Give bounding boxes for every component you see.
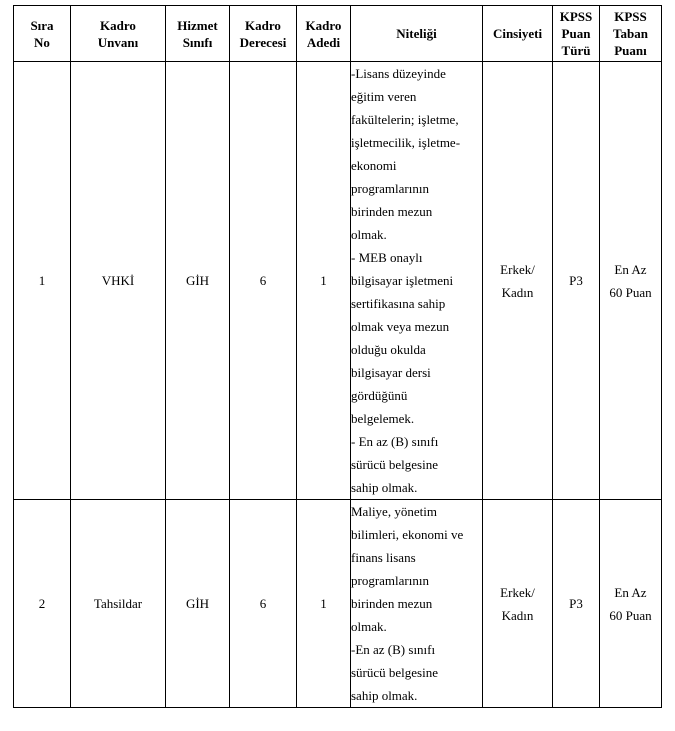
cell-kpss-puan-turu: P3 [553,500,600,708]
header-hizmet-sinifi-line2: Sınıfı [182,34,213,50]
header-sira-no-line2: No [34,34,50,50]
niteligi-line: bilgisayar dersi [351,365,431,380]
niteligi-line: - MEB onaylı [351,250,423,265]
niteligi-line: ekonomi [351,158,397,173]
header-hizmet-sinifi [166,6,230,62]
header-hizmet-sinifi-line1: Hizmet [177,17,218,33]
cell-cinsiyeti [483,500,553,708]
niteligi-line: Maliye, yönetim [351,504,437,519]
niteligi-line: programlarının [351,573,429,588]
header-niteligi: Niteliği [351,6,483,62]
niteligi-line: sahip olmak. [351,480,418,495]
niteligi-line: -Lisans düzeyinde [351,66,446,81]
niteligi-line: -En az (B) sınıfı [351,642,436,657]
cell-kpss-puan-turu: P3 [553,62,600,500]
cell-kadro-adedi: 1 [297,62,351,500]
niteligi-line: birinden mezun [351,204,433,219]
cell-kpss-taban-puani [600,500,662,708]
niteligi-line: sürücü belgesine [351,665,439,680]
niteligi-line: belgelemek. [351,411,415,426]
niteligi-line: sertifikasına sahip [351,296,446,311]
header-kpss-taban-puani [600,6,662,62]
cell-hizmet-sinifi: GİH [166,500,230,708]
cinsiyeti-line1: Erkek/ [500,261,535,277]
header-kadro-unvani [71,6,166,62]
header-sira-no-line1: Sıra [30,17,54,33]
header-kpss-puan-turu-line1: KPSS [559,9,593,24]
header-row [14,6,662,62]
header-kadro-derecesi-line2: Derecesi [239,34,287,50]
cell-kadro-derecesi: 6 [230,500,297,708]
taban-puani-line1: En Az [614,261,647,277]
cell-sira-no: 2 [14,500,71,708]
cinsiyeti-line1: Erkek/ [500,584,535,600]
table-row [14,62,662,500]
cinsiyeti-line2: Kadın [501,607,534,623]
header-kadro-adedi-line2: Adedi [306,34,341,50]
header-kpss-puan-turu-line3: Türü [561,43,591,58]
niteligi-line: işletmecilik, işletme- [351,135,461,150]
header-kadro-unvani-line2: Unvanı [97,34,139,50]
taban-puani-line2: 60 Puan [609,607,652,623]
header-kadro-adedi-line1: Kadro [305,17,342,33]
kadro-table [13,5,662,708]
table-row [14,500,662,708]
header-kpss-puan-turu-line2: Puan [561,26,591,41]
header-cinsiyeti: Cinsiyeti [483,6,553,62]
taban-puani-line2: 60 Puan [609,284,652,300]
cinsiyeti-line2: Kadın [501,284,534,300]
cell-kadro-unvani: Tahsildar [71,500,166,708]
niteligi-line: - En az (B) sınıfı [351,434,439,449]
cell-kpss-taban-puani [600,62,662,500]
niteligi-line: bilimleri, ekonomi ve [351,527,464,542]
header-kadro-derecesi-line1: Kadro [245,17,281,33]
header-kpss-puan-turu [553,6,600,62]
niteligi-line: olmak. [351,619,387,634]
header-kadro-derecesi [230,6,297,62]
cell-cinsiyeti [483,62,553,500]
niteligi-line: olmak. [351,227,387,242]
niteligi-line: bilgisayar işletmeni [351,273,454,288]
taban-puani-line1: En Az [614,584,647,600]
cell-kadro-derecesi: 6 [230,62,297,500]
cell-sira-no: 1 [14,62,71,500]
cell-niteligi [351,500,483,708]
niteligi-line: eğitim veren [351,89,417,104]
header-kpss-taban-puani-line2: Taban [613,26,648,41]
cell-kadro-adedi: 1 [297,500,351,708]
header-kadro-unvani-line1: Kadro [100,17,136,33]
header-kpss-taban-puani-line1: KPSS [614,9,647,24]
cell-niteligi [351,62,483,500]
cell-hizmet-sinifi: GİH [166,62,230,500]
cell-kadro-unvani: VHKİ [71,62,166,500]
niteligi-line: sahip olmak. [351,688,418,703]
header-kadro-adedi [297,6,351,62]
header-sira-no [14,6,71,62]
header-kpss-taban-puani-line3: Puanı [614,43,647,58]
niteligi-line: olduğu okulda [351,342,426,357]
niteligi-line: gördüğünü [351,388,408,403]
niteligi-line: programlarının [351,181,429,196]
niteligi-line: birinden mezun [351,596,433,611]
niteligi-line: fakültelerin; işletme, [351,112,459,127]
niteligi-line: finans lisans [351,550,416,565]
niteligi-line: olmak veya mezun [351,319,450,334]
niteligi-line: sürücü belgesine [351,457,439,472]
